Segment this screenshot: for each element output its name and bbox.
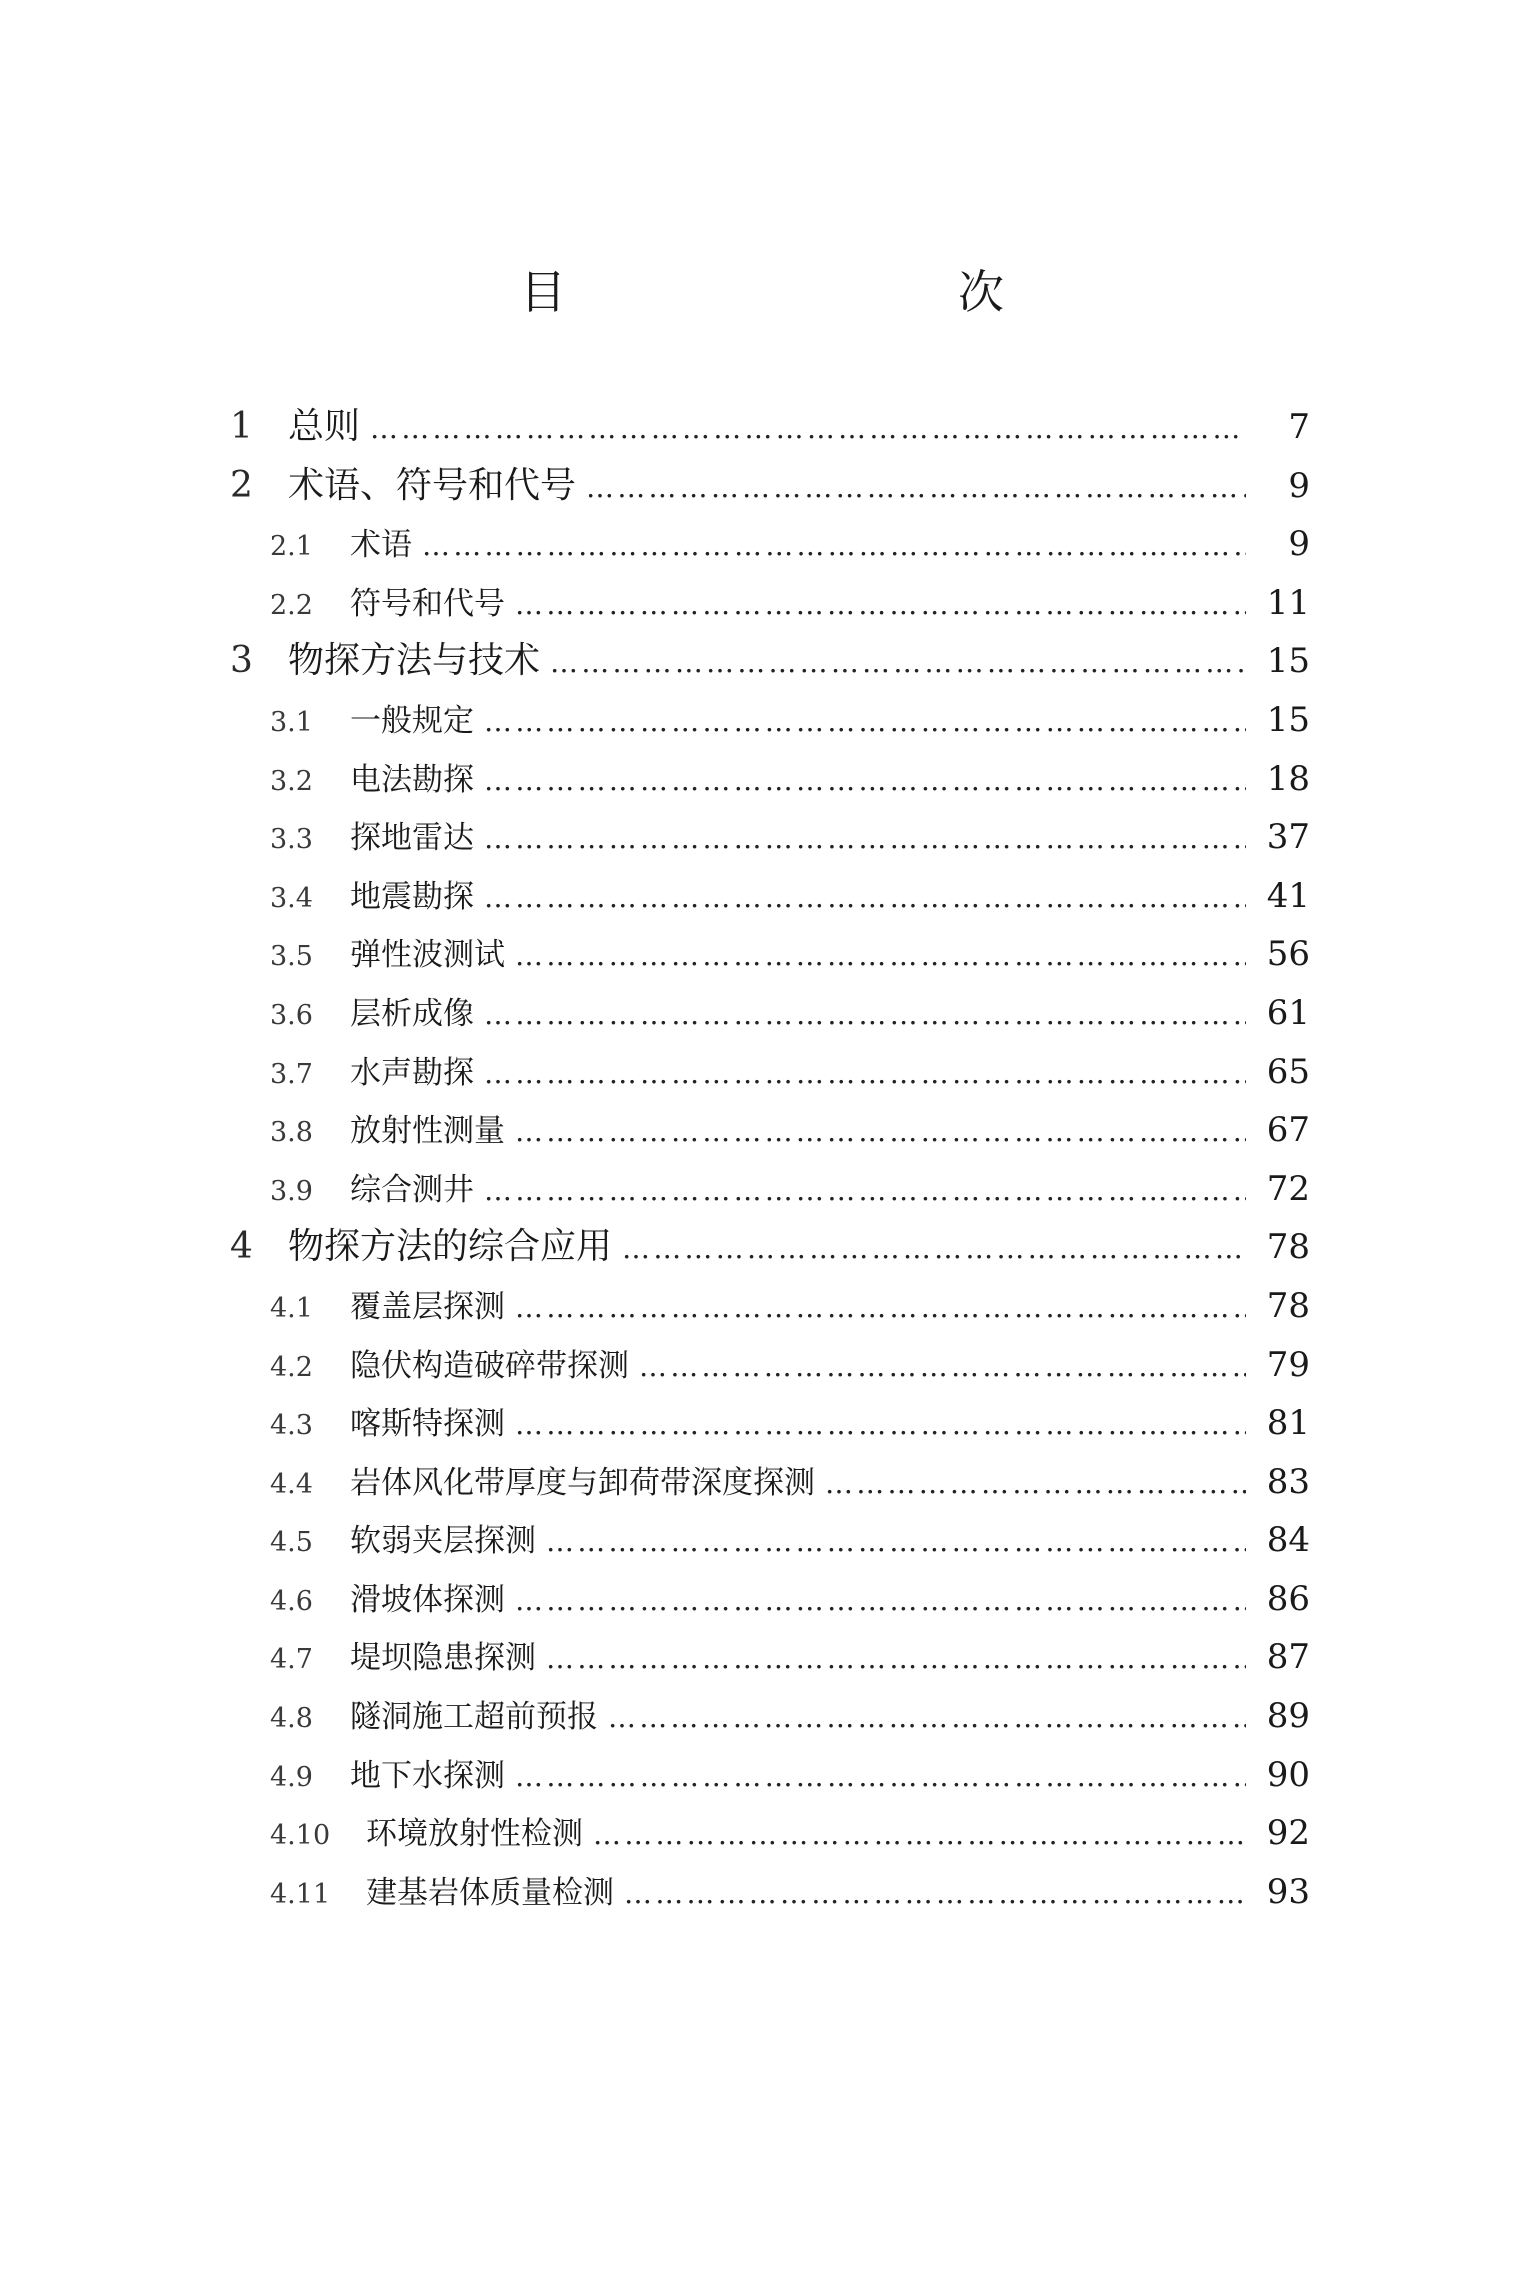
toc-entry-title: 覆盖层探测 [350, 1288, 505, 1325]
toc-entry-number: 3.4 [270, 882, 313, 914]
toc-entry[interactable] [230, 808, 1310, 867]
toc-entry[interactable] [230, 1746, 1310, 1805]
toc-entry-number: 4.7 [270, 1644, 313, 1676]
toc-entry[interactable] [230, 398, 1310, 457]
toc-entry-page: 78 [1266, 1285, 1310, 1326]
toc-entry-number: 3.1 [270, 706, 313, 738]
dot-leader [515, 1103, 1246, 1162]
toc-entry-number: 3.8 [270, 1117, 313, 1149]
dot-leader [484, 752, 1246, 811]
toc-entry-title: 岩体风化带厚度与卸荷带深度探测 [350, 1464, 815, 1501]
toc-entry[interactable] [230, 515, 1310, 574]
toc-entry-number: 3 [230, 640, 253, 682]
toc-entry-number: 3.6 [270, 999, 313, 1031]
toc-entry[interactable] [230, 457, 1310, 516]
dot-leader [546, 1630, 1246, 1689]
toc-entry-title: 水声勘探 [350, 1054, 474, 1091]
toc-entry-title: 放射性测量 [350, 1113, 505, 1150]
toc-entry-page: 9 [1288, 524, 1310, 565]
toc-entry-number: 4.2 [270, 1351, 313, 1383]
toc-entry-title: 环境放射性检测 [366, 1816, 583, 1853]
toc-entry[interactable] [230, 1101, 1310, 1160]
toc-entry-title: 层析成像 [350, 995, 474, 1032]
dot-leader [484, 986, 1246, 1045]
toc-entry-title: 术语、符号和代号 [288, 464, 577, 506]
toc-entry-page: 72 [1266, 1168, 1310, 1209]
dot-leader [639, 1338, 1246, 1397]
toc-entry-page: 15 [1266, 641, 1310, 682]
toc-entry-page: 92 [1266, 1813, 1310, 1854]
toc-entry-title: 物探方法的综合应用 [288, 1226, 613, 1268]
toc-entry-number: 4.4 [270, 1468, 313, 1500]
toc-entry-title: 电法勘探 [350, 761, 474, 798]
toc-entry[interactable] [230, 1160, 1310, 1219]
dot-leader [825, 1455, 1246, 1514]
toc-entry-page: 89 [1266, 1696, 1310, 1737]
toc-entry[interactable] [230, 1687, 1310, 1746]
dot-leader [515, 1748, 1246, 1807]
toc-entry-page: 86 [1266, 1578, 1310, 1619]
toc-entry-title: 物探方法与技术 [288, 640, 541, 682]
dot-leader [515, 1396, 1246, 1455]
toc-entry[interactable] [230, 925, 1310, 984]
toc-entry-number: 4.10 [270, 1820, 331, 1852]
toc-entry-page: 83 [1266, 1461, 1310, 1502]
dot-leader [484, 869, 1246, 928]
toc-entry-number: 3.5 [270, 941, 313, 973]
dot-leader [608, 1689, 1246, 1748]
toc-entry-title: 符号和代号 [350, 585, 505, 622]
toc-entry-number: 2.1 [270, 531, 313, 563]
toc-entry[interactable] [230, 984, 1310, 1043]
toc-entry-title: 隧洞施工超前预报 [350, 1699, 598, 1736]
toc-entry-title: 堤坝隐患探测 [350, 1640, 536, 1677]
toc-entry-page: 81 [1266, 1403, 1310, 1444]
toc-entry-title: 喀斯特探测 [350, 1406, 505, 1443]
toc-entry-title: 地震勘探 [350, 878, 474, 915]
dot-leader [484, 1045, 1246, 1104]
page-title: 目 次 [520, 265, 1104, 319]
toc-entry[interactable] [230, 1863, 1310, 1922]
toc-entry[interactable] [230, 1277, 1310, 1336]
toc-entry-title: 总则 [288, 406, 361, 447]
toc-entry-page: 93 [1266, 1871, 1310, 1912]
toc-entry-title: 综合测井 [350, 1171, 474, 1208]
toc-entry-page: 79 [1266, 1344, 1310, 1385]
dot-leader [484, 693, 1246, 752]
toc-entry-number: 3.7 [270, 1058, 313, 1090]
toc-entry[interactable] [230, 1628, 1310, 1687]
toc-entry-title: 弹性波测试 [350, 937, 505, 974]
dot-leader [586, 459, 1246, 518]
dot-leader [515, 927, 1246, 986]
toc-entry-number: 3.2 [270, 765, 313, 797]
toc-entry-number: 4.1 [270, 1292, 313, 1324]
toc-entry-page: 87 [1266, 1637, 1310, 1678]
toc-entry-page: 84 [1266, 1520, 1310, 1561]
toc-entry-title: 软弱夹层探测 [350, 1523, 536, 1560]
dot-leader [593, 1806, 1246, 1865]
toc-entry-page: 7 [1288, 407, 1310, 447]
toc-entry-page: 41 [1266, 875, 1310, 916]
toc-entry-page: 15 [1266, 699, 1310, 740]
table-of-contents [230, 398, 1310, 1921]
toc-entry-number: 4.8 [270, 1703, 313, 1735]
dot-leader [515, 1279, 1246, 1338]
toc-entry-title: 一般规定 [350, 702, 474, 739]
dot-leader [550, 634, 1246, 693]
toc-entry-number: 2.2 [270, 589, 313, 621]
dot-leader [515, 576, 1246, 635]
toc-entry-page: 67 [1266, 1110, 1310, 1151]
toc-entry-number: 4.3 [270, 1410, 313, 1442]
toc-entry-title: 滑坡体探测 [350, 1581, 505, 1618]
toc-entry[interactable] [230, 1218, 1310, 1277]
toc-entry-page: 61 [1266, 992, 1310, 1033]
toc-entry-page: 18 [1266, 758, 1310, 799]
toc-entry-title: 术语 [350, 527, 412, 564]
toc-entry[interactable] [230, 1336, 1310, 1395]
toc-entry[interactable] [230, 1570, 1310, 1629]
toc-entry-number: 1 [230, 406, 253, 447]
toc-entry-number: 4.6 [270, 1585, 313, 1617]
toc-entry-title: 探地雷达 [350, 820, 474, 857]
toc-entry-title: 建基岩体质量检测 [366, 1874, 614, 1911]
toc-entry[interactable] [230, 1804, 1310, 1863]
toc-entry-page: 56 [1266, 934, 1310, 975]
dot-leader [484, 1162, 1246, 1221]
toc-entry-number: 3.3 [270, 824, 313, 856]
toc-entry[interactable] [230, 1394, 1310, 1453]
toc-entry-number: 4 [230, 1226, 253, 1268]
toc-entry[interactable] [230, 1453, 1310, 1512]
toc-entry-page: 37 [1266, 817, 1310, 858]
toc-entry[interactable] [230, 750, 1310, 809]
toc-entry-page: 90 [1266, 1754, 1310, 1795]
dot-leader [624, 1865, 1246, 1924]
dot-leader [622, 1220, 1246, 1279]
dot-leader [422, 517, 1246, 576]
toc-entry-page: 65 [1266, 1051, 1310, 1092]
toc-entry-number: 4.9 [270, 1761, 313, 1793]
dot-leader [515, 1572, 1246, 1631]
dot-leader [546, 1513, 1246, 1572]
toc-entry-title: 地下水探测 [350, 1757, 505, 1794]
toc-entry-page: 78 [1266, 1227, 1310, 1268]
toc-entry-number: 4.11 [270, 1878, 331, 1910]
toc-entry-number: 4.5 [270, 1527, 313, 1559]
toc-entry[interactable] [230, 1043, 1310, 1102]
toc-entry-title: 隐伏构造破碎带探测 [350, 1347, 629, 1384]
toc-entry[interactable] [230, 691, 1310, 750]
toc-entry-page: 11 [1266, 582, 1310, 623]
toc-entry[interactable] [230, 632, 1310, 691]
toc-entry-page: 9 [1288, 465, 1310, 506]
dot-leader [484, 810, 1246, 869]
dot-leader [370, 400, 1246, 459]
toc-entry[interactable] [230, 867, 1310, 926]
toc-entry[interactable] [230, 574, 1310, 633]
toc-entry-number: 2 [230, 464, 253, 506]
toc-entry[interactable] [230, 1511, 1310, 1570]
toc-entry-number: 3.9 [270, 1175, 313, 1207]
